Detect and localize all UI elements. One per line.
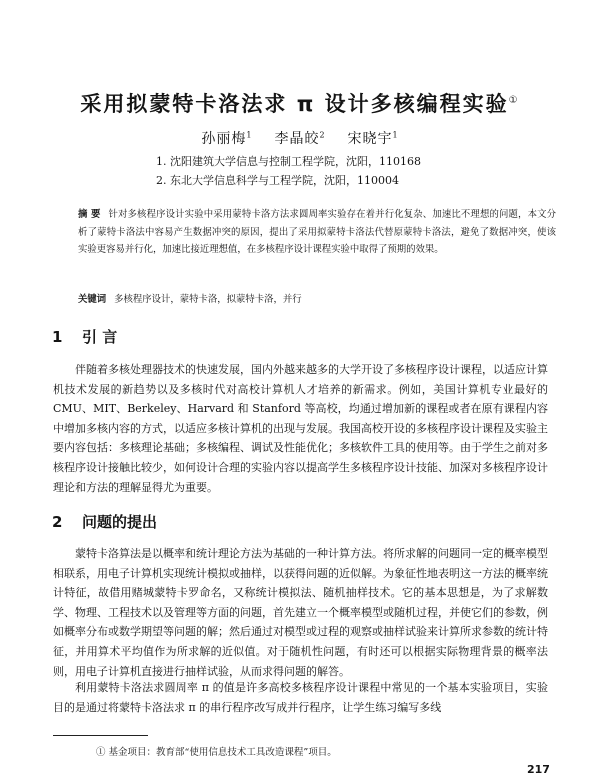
title-footnote-mark: ① bbox=[508, 95, 520, 106]
affiliation-1: 1. 沈阳建筑大学信息与控制工程学院，沈阳，110168 bbox=[156, 155, 421, 168]
affiliation-2: 2. 东北大学信息科学与工程学院，沈阳，110004 bbox=[156, 174, 399, 187]
footnote-text: 基金项目：教育部“使用信息技术工具改造课程”项目。 bbox=[108, 747, 337, 758]
paper-title: 采用拟蒙特卡洛法求 π 设计多核编程实验① bbox=[80, 92, 520, 116]
keywords bbox=[78, 293, 556, 307]
section-number: 2 bbox=[52, 513, 63, 531]
abstract bbox=[78, 206, 556, 259]
section-heading bbox=[52, 326, 117, 347]
author-name: 宋晓宇 bbox=[347, 131, 393, 147]
author-name: 孙丽梅 bbox=[201, 131, 247, 147]
footnote-divider bbox=[53, 735, 148, 736]
section-title: 引 言 bbox=[82, 328, 118, 346]
abstract-label: 摘 要 bbox=[78, 209, 101, 220]
author-affiliation-mark: 1 bbox=[392, 130, 399, 140]
section-number: 1 bbox=[52, 328, 63, 346]
author-affiliation-mark: 1 bbox=[246, 130, 253, 140]
paragraph: 伴随着多核处理器技术的快速发展，国内外越来越多的大学开设了多核程序设计课程，以适应计算机技术发展的新趋势以及多核时代对高校计算机人才培养的新需求。例如，美国计算机专业最好的 CMU、MIT、Berkeley、Harvard 和 Stanford 等高校，均通过增加新的课程或者在原有课程内容中增加多核内容的方式，以适应多核计算机的出现与发展。我国高校开设的多核程序设计课程及实验主要内容包括：多核理论基础；多核编程、调试及性能优化；多核软件工具的使用等。由于学生之前对多核程序设计接触比较少，如何设计合理的实验内容以提高学生多核程序设计技能、加深对多核程序设计理论和方法的理解显得尤为重要。 bbox=[53, 363, 548, 494]
keywords-label: 关键词 bbox=[78, 294, 107, 305]
page-number: 217 bbox=[527, 763, 550, 776]
footnote bbox=[96, 744, 337, 758]
paragraph: 蒙特卡洛算法是以概率和统计理论方法为基础的一种计算方法。将所求解的问题同一定的概率模型相联系，用电子计算机实现统计模拟或抽样，以获得问题的近似解。为象征性地表明这一方法的概率统计特征，故借用赌城蒙特卡罗命名，又称统计模拟法、随机抽样技术。它的基本思想是，为了求解数学、物理、工程技术以及管理等方面的问题，首先建立一个概率模型或随机过程，并使它们的参数，例如概率分布或数学期望等问题的解；然后通过对模型或过程的观察或抽样试验来计算所求参数的统计特征，并用算术平均值作为所求解的近似值。对于随机性问题，有时还可以根据实际物理背景的概率法则，用电子计算机直接进行抽样试验，从而求得问题的解答。 bbox=[53, 547, 548, 678]
section-title: 问题的提出 bbox=[82, 513, 158, 531]
paragraph: 利用蒙特卡洛法求圆周率 π 的值是许多高校多核程序设计课程中常见的一个基本实验项目，实验目的是通过将蒙特卡洛法求 π 的串行程序改写成并行程序，让学生练习编写多线 bbox=[53, 681, 548, 714]
footnote-mark: ① bbox=[96, 747, 106, 758]
author-list bbox=[0, 128, 600, 148]
abstract-text: 针对多核程序设计实验中采用蒙特卡洛方法求圆周率实验存在着并行化复杂、加速比不理想的问题，本文分析了蒙特卡洛法中容易产生数据冲突的原因，提出了采用拟蒙特卡洛法代替原蒙特卡洛法，避免了数据冲突，使该实验更容易并行化，加速比接近理想值，在多核程序设计课程实验中取得了预期的效果。 bbox=[78, 209, 556, 256]
author-affiliation-mark: 2 bbox=[319, 130, 326, 140]
keywords-text: 多核程序设计，蒙特卡洛，拟蒙特卡洛，并行 bbox=[114, 294, 302, 305]
section-heading bbox=[52, 511, 157, 532]
author-name: 李晶皎 bbox=[274, 131, 320, 147]
